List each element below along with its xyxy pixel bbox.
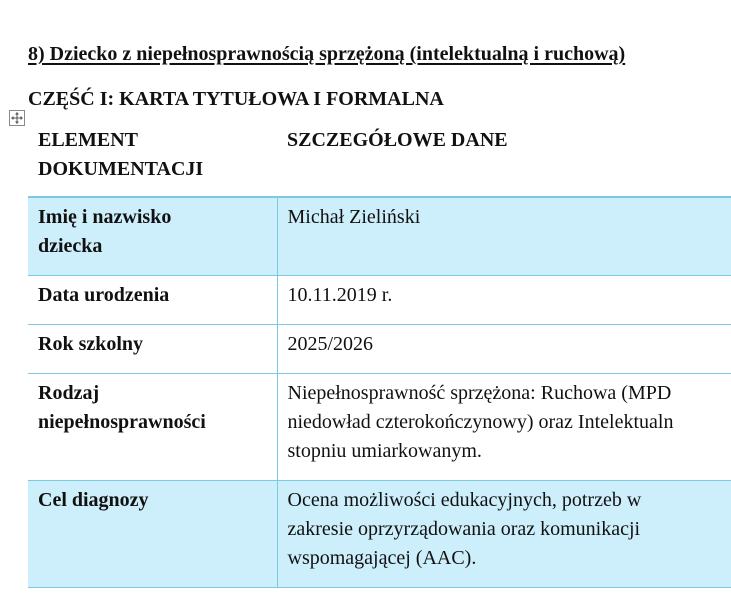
row-key-cell [28, 276, 277, 325]
row-key-cell [28, 325, 277, 374]
row-key-line: dziecka [38, 235, 103, 257]
row-key-line: niepełnosprawności [38, 411, 206, 433]
row-value-line: 10.11.2019 r. [287, 284, 393, 306]
row-key-line: Cel diagnozy [38, 489, 149, 511]
row-value-cell [277, 325, 731, 374]
row-key-cell [28, 374, 277, 481]
row-value-cell [277, 276, 731, 325]
row-key-line: Rodzaj [38, 382, 100, 404]
row-value-cell [277, 481, 731, 588]
row-value-line: wspomagającej (AAC). [287, 547, 477, 569]
header-szczegolowe-dane [277, 120, 731, 197]
row-value-line: 2025/2026 [287, 333, 374, 355]
row-value-cell [277, 374, 731, 481]
row-key-line: Rok szkolny [38, 333, 144, 355]
documentation-table [28, 120, 731, 588]
row-value-cell [277, 197, 731, 276]
table-row [28, 374, 731, 481]
row-value-line: zakresie oprzyrządowania oraz komunikacji [287, 518, 641, 540]
table-header-row [28, 120, 731, 197]
header-col2-line: SZCZEGÓŁOWE DANE [287, 129, 508, 151]
table-row [28, 197, 731, 276]
table-row [28, 276, 731, 325]
header-element-dokumentacji [28, 120, 277, 197]
header-col1-line: DOKUMENTACJI [38, 158, 204, 180]
row-key-cell [28, 481, 277, 588]
row-key-line: Imię i nazwisko [38, 206, 172, 228]
row-value-line: Ocena możliwości edukacyjnych, potrzeb w [287, 489, 642, 511]
row-key-cell [28, 197, 277, 276]
document-title: 8) Dziecko z niepełnosprawnością sprzężoną (intelektualną i ruchową) [28, 43, 626, 65]
row-value-line: niedowład czterokończynowy) oraz Intelektualn [287, 411, 674, 433]
row-value-line: Niepełnosprawność sprzężona: Ruchowa (MPD [287, 382, 672, 404]
row-key-line: Data urodzenia [38, 284, 170, 306]
table-move-handle[interactable] [9, 110, 25, 126]
section-heading: CZĘŚĆ I: KARTA TYTUŁOWA I FORMALNA [28, 88, 444, 110]
header-col1-line: ELEMENT [38, 129, 139, 151]
table-row [28, 325, 731, 374]
table-row [28, 481, 731, 588]
row-value-line: Michał Zieliński [287, 206, 421, 228]
row-value-line: stopniu umiarkowanym. [287, 440, 482, 462]
move-arrows-icon [11, 112, 23, 124]
